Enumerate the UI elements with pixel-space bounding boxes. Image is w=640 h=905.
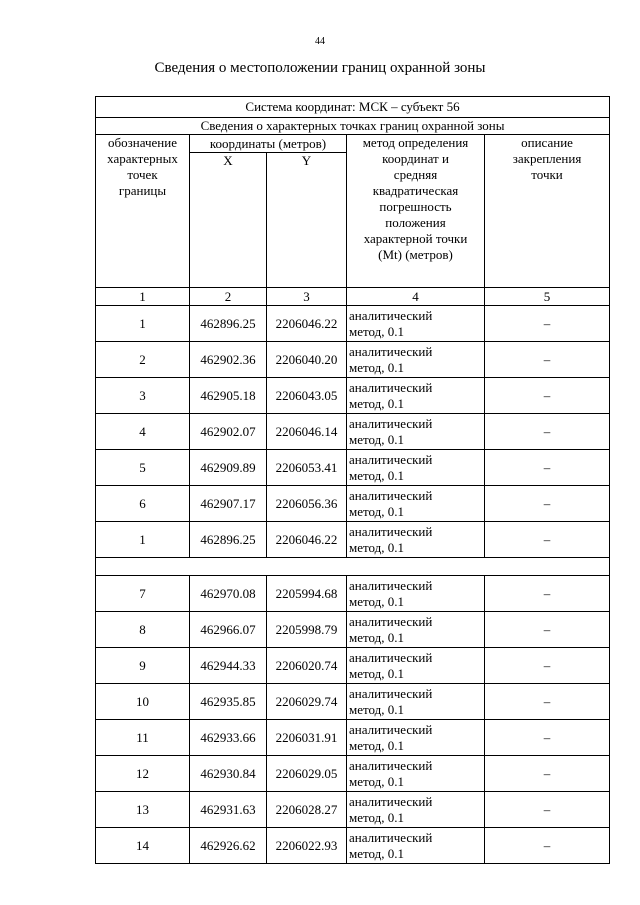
method-line-1: аналитический bbox=[349, 685, 433, 701]
method-cell bbox=[347, 522, 485, 558]
header-system-row bbox=[96, 97, 610, 118]
method-line-1: аналитический bbox=[349, 613, 433, 629]
col-number-2: 2 bbox=[190, 288, 267, 306]
description-cell: – bbox=[485, 684, 610, 720]
method-line-2: метод, 0.1 bbox=[349, 395, 404, 411]
points-info-heading: Сведения о характерных точках границ охранной зоны bbox=[96, 118, 610, 135]
method-line-1: аналитический bbox=[349, 721, 433, 737]
y-coordinate-cell: 2205998.79 bbox=[267, 612, 347, 648]
table-row bbox=[96, 342, 610, 378]
y-coordinate-cell: 2206020.74 bbox=[267, 648, 347, 684]
point-cell: 14 bbox=[96, 828, 190, 864]
description-cell: – bbox=[485, 414, 610, 450]
method-line-1: аналитический bbox=[349, 379, 433, 395]
description-cell: – bbox=[485, 342, 610, 378]
method-line-2: метод, 0.1 bbox=[349, 503, 404, 519]
table-row bbox=[96, 612, 610, 648]
method-line-2: метод, 0.1 bbox=[349, 323, 404, 339]
table-row bbox=[96, 648, 610, 684]
x-coordinate-cell: 462896.25 bbox=[190, 306, 267, 342]
description-cell: – bbox=[485, 612, 610, 648]
x-coordinate-cell: 462933.66 bbox=[190, 720, 267, 756]
col-header-description: описание закрепления точки bbox=[485, 135, 610, 288]
point-cell: 3 bbox=[96, 378, 190, 414]
header-info-row bbox=[96, 118, 610, 135]
x-coordinate-cell: 462902.36 bbox=[190, 342, 267, 378]
method-line-2: метод, 0.1 bbox=[349, 539, 404, 555]
col-number-4: 4 bbox=[347, 288, 485, 306]
point-cell: 10 bbox=[96, 684, 190, 720]
description-cell: – bbox=[485, 756, 610, 792]
y-coordinate-cell: 2206056.36 bbox=[267, 486, 347, 522]
method-cell bbox=[347, 576, 485, 612]
method-line-1: аналитический bbox=[349, 793, 433, 809]
method-line-2: метод, 0.1 bbox=[349, 359, 404, 375]
method-cell bbox=[347, 378, 485, 414]
col-header-x: X bbox=[190, 153, 267, 288]
description-cell: – bbox=[485, 450, 610, 486]
point-cell: 1 bbox=[96, 306, 190, 342]
point-cell: 4 bbox=[96, 414, 190, 450]
table-body-group-1 bbox=[96, 306, 610, 558]
point-cell: 11 bbox=[96, 720, 190, 756]
coordinate-system-heading: Система координат: МСК – субъект 56 bbox=[96, 97, 610, 118]
y-coordinate-cell: 2206053.41 bbox=[267, 450, 347, 486]
y-coordinate-cell: 2206040.20 bbox=[267, 342, 347, 378]
table-row bbox=[96, 756, 610, 792]
point-cell: 2 bbox=[96, 342, 190, 378]
col-header-designation: обозначение характерных точек границы bbox=[96, 135, 190, 288]
method-cell bbox=[347, 684, 485, 720]
method-cell bbox=[347, 414, 485, 450]
x-coordinate-cell: 462935.85 bbox=[190, 684, 267, 720]
description-cell: – bbox=[485, 378, 610, 414]
y-coordinate-cell: 2206029.74 bbox=[267, 684, 347, 720]
description-cell: – bbox=[485, 828, 610, 864]
method-line-1: аналитический bbox=[349, 487, 433, 503]
x-coordinate-cell: 462930.84 bbox=[190, 756, 267, 792]
y-coordinate-cell: 2206028.27 bbox=[267, 792, 347, 828]
table-row bbox=[96, 414, 610, 450]
method-cell bbox=[347, 612, 485, 648]
method-line-2: метод, 0.1 bbox=[349, 809, 404, 825]
x-coordinate-cell: 462970.08 bbox=[190, 576, 267, 612]
point-cell: 7 bbox=[96, 576, 190, 612]
method-line-1: аналитический bbox=[349, 649, 433, 665]
method-line-2: метод, 0.1 bbox=[349, 593, 404, 609]
table-row bbox=[96, 720, 610, 756]
y-coordinate-cell: 2206029.05 bbox=[267, 756, 347, 792]
method-line-1: аналитический bbox=[349, 343, 433, 359]
col-number-5: 5 bbox=[485, 288, 610, 306]
description-cell: – bbox=[485, 306, 610, 342]
x-coordinate-cell: 462896.25 bbox=[190, 522, 267, 558]
col-header-coordinates: координаты (метров) bbox=[190, 135, 347, 153]
method-cell bbox=[347, 792, 485, 828]
method-line-1: аналитический bbox=[349, 307, 433, 323]
y-coordinate-cell: 2206022.93 bbox=[267, 828, 347, 864]
y-coordinate-cell: 2205994.68 bbox=[267, 576, 347, 612]
method-cell bbox=[347, 450, 485, 486]
table-row bbox=[96, 684, 610, 720]
description-cell: – bbox=[485, 720, 610, 756]
table-row bbox=[96, 522, 610, 558]
separator-cell bbox=[96, 558, 610, 576]
col-number-3: 3 bbox=[267, 288, 347, 306]
method-cell bbox=[347, 486, 485, 522]
method-line-2: метод, 0.1 bbox=[349, 431, 404, 447]
description-cell: – bbox=[485, 648, 610, 684]
page-number: 44 bbox=[315, 36, 325, 47]
x-coordinate-cell: 462909.89 bbox=[190, 450, 267, 486]
x-coordinate-cell: 462966.07 bbox=[190, 612, 267, 648]
method-line-1: аналитический bbox=[349, 415, 433, 431]
y-coordinate-cell: 2206046.22 bbox=[267, 522, 347, 558]
method-line-2: метод, 0.1 bbox=[349, 467, 404, 483]
table-row bbox=[96, 378, 610, 414]
table-row bbox=[96, 306, 610, 342]
point-cell: 8 bbox=[96, 612, 190, 648]
method-cell bbox=[347, 648, 485, 684]
method-cell bbox=[347, 342, 485, 378]
y-coordinate-cell: 2206046.14 bbox=[267, 414, 347, 450]
x-coordinate-cell: 462902.07 bbox=[190, 414, 267, 450]
method-line-1: аналитический bbox=[349, 451, 433, 467]
description-cell: – bbox=[485, 792, 610, 828]
method-line-1: аналитический bbox=[349, 829, 433, 845]
separator-row bbox=[96, 558, 610, 576]
method-line-2: метод, 0.1 bbox=[349, 773, 404, 789]
method-line-2: метод, 0.1 bbox=[349, 629, 404, 645]
method-line-2: метод, 0.1 bbox=[349, 737, 404, 753]
method-line-1: аналитический bbox=[349, 577, 433, 593]
point-cell: 1 bbox=[96, 522, 190, 558]
y-coordinate-cell: 2206043.05 bbox=[267, 378, 347, 414]
point-cell: 9 bbox=[96, 648, 190, 684]
method-line-2: метод, 0.1 bbox=[349, 845, 404, 861]
method-cell bbox=[347, 756, 485, 792]
method-line-2: метод, 0.1 bbox=[349, 701, 404, 717]
y-coordinate-cell: 2206046.22 bbox=[267, 306, 347, 342]
table-row bbox=[96, 450, 610, 486]
document-title: Сведения о местоположении границ охранной зоны bbox=[154, 60, 486, 76]
x-coordinate-cell: 462944.33 bbox=[190, 648, 267, 684]
point-cell: 12 bbox=[96, 756, 190, 792]
method-cell bbox=[347, 306, 485, 342]
method-cell bbox=[347, 720, 485, 756]
point-cell: 5 bbox=[96, 450, 190, 486]
x-coordinate-cell: 462905.18 bbox=[190, 378, 267, 414]
x-coordinate-cell: 462907.17 bbox=[190, 486, 267, 522]
description-cell: – bbox=[485, 576, 610, 612]
header-columns-row bbox=[96, 135, 610, 153]
coordinates-table bbox=[95, 96, 610, 864]
table-body-group-2 bbox=[96, 576, 610, 864]
table-row bbox=[96, 576, 610, 612]
point-cell: 6 bbox=[96, 486, 190, 522]
x-coordinate-cell: 462931.63 bbox=[190, 792, 267, 828]
column-numbers-row bbox=[96, 288, 610, 306]
method-line-1: аналитический bbox=[349, 757, 433, 773]
x-coordinate-cell: 462926.62 bbox=[190, 828, 267, 864]
table-row bbox=[96, 486, 610, 522]
description-cell: – bbox=[485, 522, 610, 558]
method-line-2: метод, 0.1 bbox=[349, 665, 404, 681]
point-cell: 13 bbox=[96, 792, 190, 828]
y-coordinate-cell: 2206031.91 bbox=[267, 720, 347, 756]
col-header-method: метод определения координат и средняя квадратическая погрешность положения характерной точки (Mt) (метров) bbox=[347, 135, 485, 288]
method-cell bbox=[347, 828, 485, 864]
table-row bbox=[96, 828, 610, 864]
table-row bbox=[96, 792, 610, 828]
description-cell: – bbox=[485, 486, 610, 522]
col-header-y: Y bbox=[267, 153, 347, 288]
col-number-1: 1 bbox=[96, 288, 190, 306]
method-line-1: аналитический bbox=[349, 523, 433, 539]
